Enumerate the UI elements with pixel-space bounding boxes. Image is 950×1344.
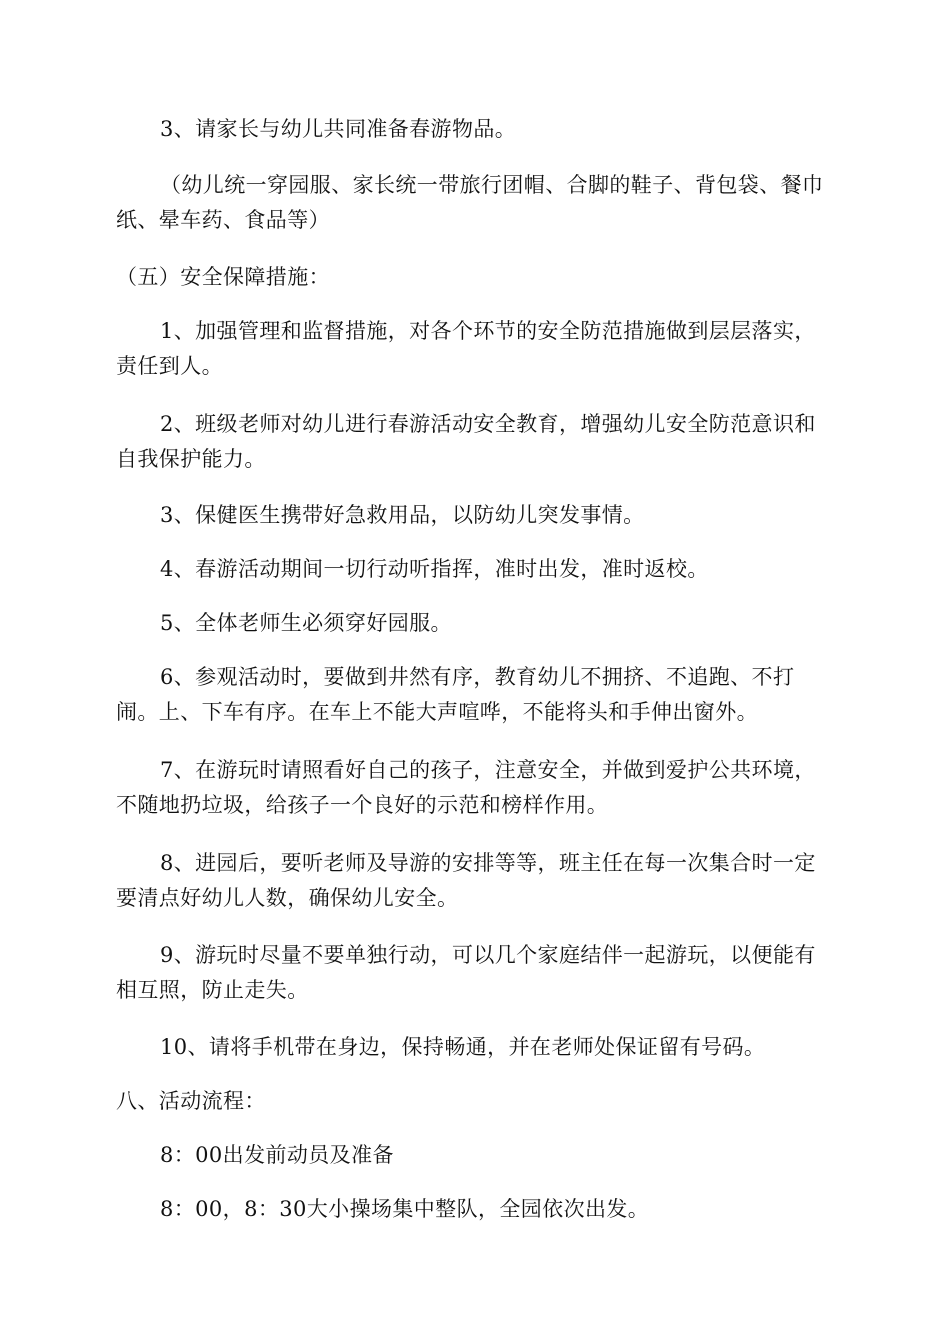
paragraph-prep-3-note: （幼儿统一穿园服、家长统一带旅行团帽、合脚的鞋子、背包袋、餐巾纸、晕车药、食品等）: [116, 173, 824, 232]
paragraph-safety-4: 4、春游活动期间一切行动听指挥，准时出发，准时返校。: [160, 557, 709, 581]
paragraph-safety-8: 8、进园后，要听老师及导游的安排等等，班主任在每一次集合时一定要清点好幼儿人数，确保幼儿安全。: [116, 851, 816, 910]
paragraph-flow-1: 8：00出发前动员及准备: [160, 1143, 394, 1167]
paragraph-safety-6: 6、参观活动时，要做到井然有序，教育幼儿不拥挤、不追跑、不打闹。上、下车有序。在车上不能大声喧哗，不能将头和手伸出窗外。: [116, 665, 795, 724]
paragraph-safety-7: 7、在游玩时请照看好自己的孩子，注意安全，并做到爱护公共环境，不随地扔垃圾，给孩子一个良好的示范和榜样作用。: [116, 758, 816, 817]
section-8-heading: 八、活动流程：: [116, 1089, 266, 1113]
paragraph-safety-3: 3、保健医生携带好急救用品，以防幼儿突发事情。: [160, 503, 645, 527]
paragraph-safety-5: 5、全体老师生必须穿好园服。: [160, 611, 452, 635]
section-5-heading: （五）安全保障措施：: [116, 265, 330, 289]
paragraph-safety-9: 9、游玩时尽量不要单独行动，可以几个家庭结伴一起游玩，以便能有相互照，防止走失。: [116, 943, 816, 1002]
paragraph-flow-2: 8：00，8：30大小操场集中整队，全园依次出发。: [160, 1197, 650, 1221]
paragraph-prep-3: 3、请家长与幼儿共同准备春游物品。: [160, 117, 517, 141]
paragraph-safety-1: 1、加强管理和监督措施，对各个环节的安全防范措施做到层层落实，责任到人。: [116, 319, 816, 378]
paragraph-safety-10: 10、请将手机带在身边，保持畅通，并在老师处保证留有号码。: [160, 1035, 766, 1059]
paragraph-safety-2: 2、班级老师对幼儿进行春游活动安全教育，增强幼儿安全防范意识和自我保护能力。: [116, 412, 816, 471]
